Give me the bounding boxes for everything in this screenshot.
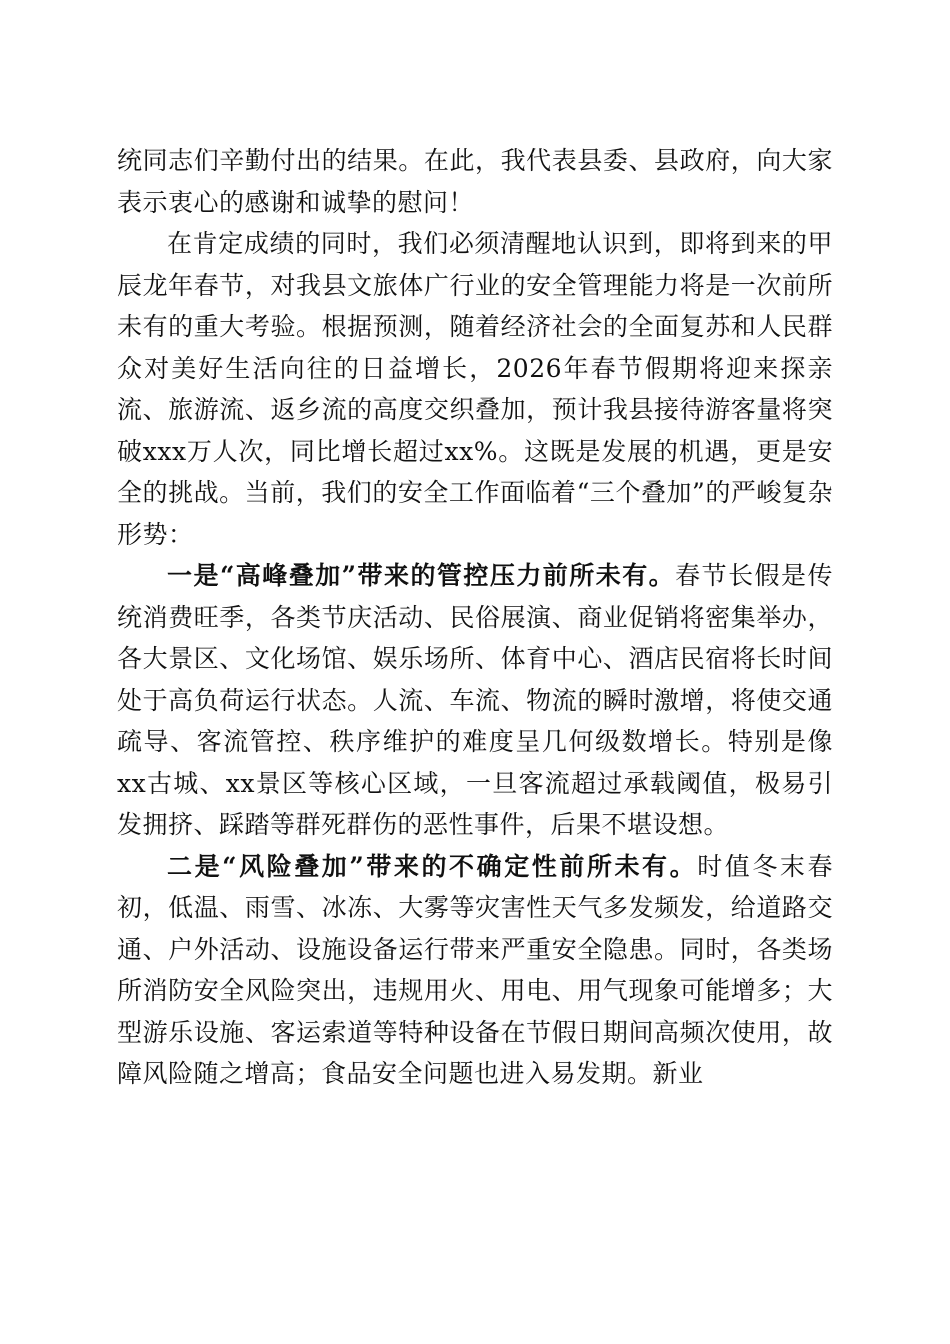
- paragraph-1-text: 统同志们辛勤付出的结果。在此，我代表县委、县政府，向大家表示衷心的感谢和诚挚的慰问！: [117, 146, 833, 217]
- paragraph-2: [117, 223, 833, 555]
- paragraph-4-text: 时值冬末春初，低温、雨雪、冰冻、大雾等灾害性天气多发频发，给道路交通、户外活动、设施设备运行带来严重安全隐患。同时，各类场所消防安全风险突出，违规用火、用电、用气现象可能增多；大型游乐设施、客运索道等特种设备在节假日期间高频次使用，故障风险随之增高；食品安全问题也进入易发期。新业: [117, 851, 833, 1088]
- paragraph-1: [117, 140, 833, 223]
- paragraph-2-text: 在肯定成绩的同时，我们必须清醒地认识到，即将到来的甲辰龙年春节，对我县文旅体广行业的安全管理能力将是一次前所未有的重大考验。根据预测，随着经济社会的全面复苏和人民群众对美好生活向往的日益增长，2026年春节假期将迎来探亲流、旅游流、返乡流的高度交织叠加，预计我县接待游客量将突破xxx万人次，同比增长超过xx%。这既是发展的机遇，更是安全的挑战。当前，我们的安全工作面临着“三个叠加”的严峻复杂形势：: [117, 229, 833, 549]
- paragraph-4: [117, 846, 833, 1095]
- paragraph-3-lead: 一是“高峰叠加”带来的管控压力前所未有。: [167, 561, 676, 590]
- paragraph-3: [117, 555, 833, 846]
- paragraph-3-text: 春节长假是传统消费旺季，各类节庆活动、民俗展演、商业促销将密集举办，各大景区、文化场馆、娱乐场所、体育中心、酒店民宿将长时间处于高负荷运行状态。人流、车流、物流的瞬时激增，将使交通疏导、客流管控、秩序维护的难度呈几何级数增长。特别是像xx古城、xx景区等核心区域，一旦客流超过承载阈值，极易引发拥挤、踩踏等群死群伤的恶性事件，后果不堪设想。: [117, 561, 833, 839]
- paragraph-4-lead: 二是“风险叠加”带来的不确定性前所未有。: [167, 851, 698, 881]
- document-body: [117, 140, 833, 1095]
